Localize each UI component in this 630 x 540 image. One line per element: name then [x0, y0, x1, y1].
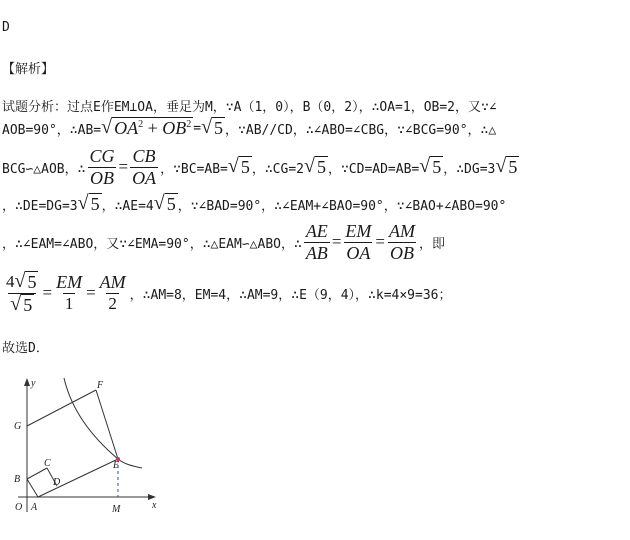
label-D: D [53, 477, 61, 488]
analysis-text: ，∴AM=8，EM=4，∴AM=9，∴E（9，4），∴k=4×9=36； [129, 287, 452, 303]
label-E: E [113, 460, 120, 471]
fraction: $\frac{AM}{2}$ [99, 272, 126, 313]
fraction: 4 √ 5 √ 5 [6, 269, 37, 315]
sqrt-five: √ 5 [77, 192, 100, 214]
section-title: 【解析】 [2, 62, 55, 77]
fraction: $\frac{CG}{OB}$ [89, 145, 115, 188]
math-op: + [143, 118, 163, 138]
segment-BC [27, 468, 47, 479]
analysis-text: ，∴AE=4 [101, 198, 154, 214]
analysis-line-1 [2, 96, 497, 115]
math-op: = [118, 157, 129, 176]
fraction: $\frac{CB}{OA}$ [132, 145, 157, 188]
math-op: = [42, 283, 53, 302]
math-op: = [375, 232, 385, 251]
label-B: B [14, 474, 21, 485]
math-var: OA [114, 118, 139, 138]
label-x: x [152, 500, 157, 511]
sqrt-five: √ 5 [153, 192, 176, 214]
sqrt-expression: √ $OA^2 + OB^2$ [101, 116, 192, 138]
hyperbola-curve [64, 378, 142, 468]
label-M: M [112, 504, 121, 515]
segment-GF [27, 390, 96, 426]
analysis-line-2 [2, 115, 496, 141]
analysis-line-3 [2, 142, 519, 192]
fraction: $\frac{AM}{OB}$ [389, 220, 415, 263]
fraction: $\frac{EM}{OA}$ [345, 220, 372, 263]
sqrt-five: √ 5 [495, 155, 518, 177]
sqrt-five: √ 5 [303, 155, 326, 177]
analysis-text: BCG∽△AOB，∴ [2, 161, 86, 177]
analysis-text: ，∴DE=DG=3 [2, 198, 78, 214]
analysis-text: ，∵BC=AB= [160, 161, 228, 177]
fraction: $\frac{EM}{1}$ [56, 272, 83, 313]
label-A: A [31, 502, 38, 513]
fraction: $\frac{AE}{AB}$ [305, 220, 328, 263]
analysis-text: ，∴CG=2 [251, 161, 304, 177]
conclusion: 故选D． [2, 341, 49, 356]
analysis-text: 试题分析：过点E作EM⊥OA，垂足为M，∵A（1，0），B（0，2），∴OA=1，OB=2，又∵∠ [2, 100, 497, 115]
analysis-text: ，∵CD=AD=AB= [327, 161, 420, 177]
label-G: G [14, 421, 22, 432]
analysis-text: ，∵∠BAD=90°，∴∠EAM+∠BAO=90°，∵∠BAO+∠ABO=90° [177, 198, 507, 214]
math-var: OB [162, 118, 187, 138]
analysis-text: ，即 [419, 236, 446, 252]
label-F: F [97, 380, 104, 391]
analysis-line-4 [2, 192, 506, 216]
answer-letter: D [2, 20, 10, 35]
analysis-text: ，∴DG=3 [443, 161, 496, 177]
sqrt-five: √ 5 [201, 116, 224, 138]
analysis-line-6 [2, 265, 452, 321]
sqrt-five: √ 5 [419, 155, 442, 177]
sqrt-five: √ 5 [227, 155, 250, 177]
label-C: C [44, 458, 51, 469]
math-op: = [86, 283, 96, 302]
geometry-figure [0, 372, 170, 532]
math-op: = [193, 120, 202, 136]
analysis-text: ，∴∠EAM=∠ABO，又∵∠EMA=90°，∴△EAM∽△ABO，∴ [2, 236, 302, 252]
exponent: 2 [138, 119, 144, 130]
math-op: = [331, 232, 342, 251]
y-axis-arrow [24, 378, 30, 386]
analysis-text: ，∵AB//CD，∴∠ABO=∠CBG，∵∠BCG=90°，∴△ [225, 122, 497, 138]
label-y: y [31, 378, 36, 389]
segment-OA-side [27, 479, 38, 497]
exponent: 2 [186, 119, 192, 130]
label-O: O [15, 502, 23, 513]
analysis-text: AOB=90°，∴AB= [2, 122, 102, 138]
analysis-line-5 [2, 217, 445, 267]
